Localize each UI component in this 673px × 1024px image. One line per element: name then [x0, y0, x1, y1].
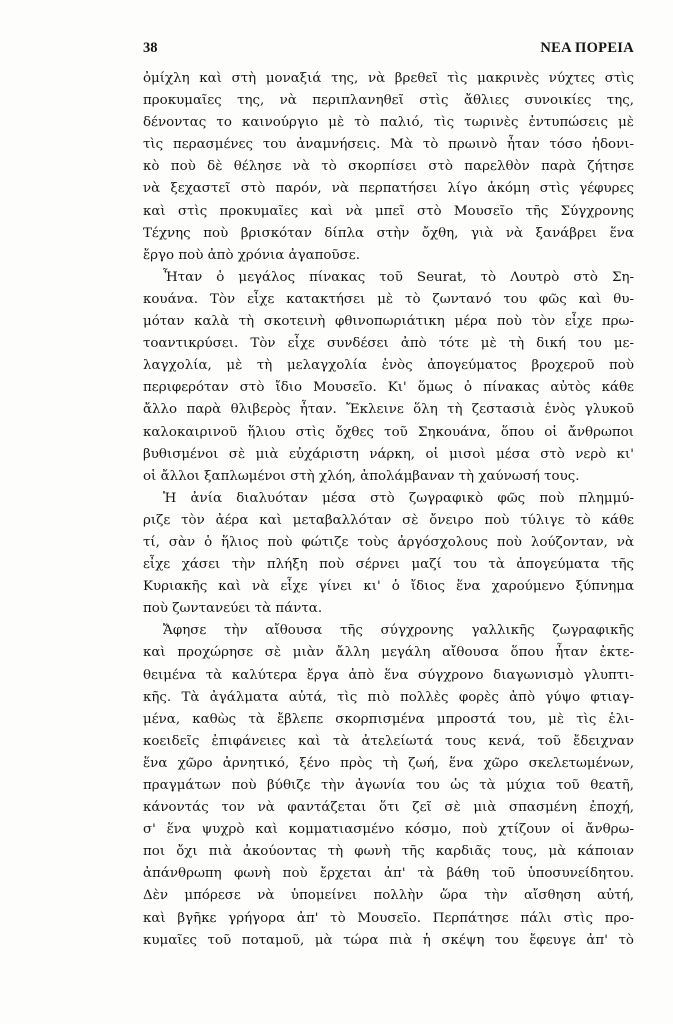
text-line: τί, σὰν ὁ ἥλιος ποὺ φώτιζε τοὺς ἀργόσχολους ποὺ λούζονταν, νὰ [143, 534, 634, 550]
text-line: Κυριακῆς καὶ νὰ εἶχε γίνει κι' ὁ ἴδιος ἕνα χαρούμενο ξύπνημα [143, 579, 634, 595]
text-line: ἕνα χῶρο ἀρνητικό, ξένο πρὸς τὴ ζωή, ἕνα χῶρο σκελετωμένων, [143, 755, 634, 771]
text-line: τοαντικρύσει. Τὸν εἶχε συνδέσει ἀπὸ τότε μὲ τὴ δική του με- [143, 336, 634, 352]
text-line: ποὺ ζωντανεύει τὰ πάντα. [143, 601, 323, 617]
text-line: κουάνα. Τὸν εἶχε κατακτήσει μὲ τὸ ζωντανό του φῶς καὶ θυ- [143, 291, 634, 307]
text-line: καὶ βγῆκε γρήγορα ἀπ' τὸ Μουσεῖο. Περπάτησε πάλι στὶς προ- [143, 910, 634, 926]
text-line: δένοντας το καινούργιο μὲ τὸ παλιό, τὶς τωρινὲς ἐντυπώσεις μὲ [143, 115, 634, 131]
page-number: 38 [143, 40, 158, 56]
text-line: κάνοντάς τον νὰ φαντάζεται ὅτι ζεῖ σὲ μιὰ σπασμένη ἐποχή, [143, 800, 634, 816]
text-line: λαγχολία, μὲ τὴ μελαγχολία ἑνὸς ἀπογεύματος βροχεροῦ ποὺ [143, 358, 634, 374]
body-text [143, 68, 634, 952]
text-line: ἄλλο παρὰ θλιβερὸς ἦταν. Ἔκλεινε ὅλη τὴ ζεστασιὰ ἑνὸς γλυκοῦ [143, 402, 634, 418]
text-line: κὸ ποὺ δὲ θέλησε νὰ τὸ σκορπίσει στὸ παρελθὸν παρὰ ζήτησε [143, 159, 634, 175]
text-line: τὶς περασμένες του ἀναμνήσεις. Μὰ τὸ πρωινὸ ἦταν τόσο ἡδονι- [143, 137, 634, 153]
text-line: κοειδεῖς ἐπιφάνειες καὶ τὰ ἀτελείωτά τους κενά, τοῦ ἔδειχναν [143, 733, 634, 749]
text-line: ἀπάνθρωπη φωνὴ ποὺ ἔρχεται ἀπ' τὰ βάθη τοῦ ὑποσυνείδητου. [143, 866, 634, 882]
text-line: πραγμάτων ποὺ βύθιζε τὴν ἀγωνία του ὡς τὰ μύχια τοῦ θεατῆ, [143, 778, 634, 793]
text-line: κυμαῖες τοῦ ποταμοῦ, μὰ τώρα πιὰ ἡ σκέψη του ἔφευγε ἀπ' τὸ [143, 932, 634, 948]
text-line: καὶ προχώρησε σὲ μιὰν ἄλλη μεγάλη αἴθουσα ὅπου ἦταν ἐκτε- [143, 645, 634, 661]
text-line: ποι ὄχι πιὰ ἀκούοντας τὴ φωνὴ τῆς καρδιᾶς τους, μὰ κάποιαν [143, 844, 634, 860]
text-line: θειμένα τὰ καλύτερα ἔργα ἀπὸ ἕνα σύγχρονο διαγωνισμὸ γλυπτι- [143, 667, 634, 683]
journal-title: ΝΕΑ ΠΟΡΕΙΑ [540, 40, 634, 56]
text-line: νὰ ξεχαστεῖ στὸ παρόν, νὰ περπατήσει λίγο ἀκόμη στὶς γέφυρες [143, 181, 634, 197]
text-line: Ἡ ἀνία διαλυόταν μέσα στὸ ζωγραφικὸ φῶς ποὺ πλημμύ- [163, 490, 634, 506]
text-line: οἱ ἄλλοι ξαπλωμένοι στὴ χλόη, ἀπολάμβαναν τὴ χαύνωσή τους. [143, 468, 580, 484]
text-line: σ' ἕνα ψυχρὸ καὶ κομματιασμένο κόσμο, ποὺ χτίζουν οἱ ἄνθρω- [143, 822, 634, 838]
text-line: μένα, καθὼς τὰ ἔβλεπε σκορπισμένα μπροστά του, μὲ τὶς ἑλι- [143, 711, 634, 727]
text-line: μόταν καλὰ τὴ σκοτεινὴ φθινοπωριάτικη μέρα ποὺ τὸν εἶχε πρω- [143, 314, 634, 330]
text-line: Ἄφησε τὴν αἴθουσα τῆς σύγχρονης γαλλικῆς ζωγραφικῆς [163, 623, 634, 639]
text-line: ἔργο ποὺ ἀπὸ χρόνια ἀγαποῦσε. [143, 247, 360, 263]
text-line: καὶ στὶς προκυμαῖες καὶ νὰ μπεῖ στὸ Μουσεῖο τῆς Σύγχρονης [143, 203, 634, 219]
text-line: εἶχε χάσει τὴν πλήξη ποὺ σέρνει μαζί του τὰ ἀπογεύματα τῆς [143, 557, 634, 573]
text-line: προκυμαῖες της, νὰ περιπλανηθεῖ στὶς ἄθλιες συνοικίες της, [143, 93, 634, 109]
text-line: Ἦταν ὁ μεγάλος πίνακας τοῦ Seurat, τὸ Λουτρὸ στὸ Ση- [163, 269, 634, 285]
text-line: βυθισμένοι σὲ μιὰ εὐχάριστη νάρκη, οἱ μισοὶ μέσα στὸ νερὸ κι' [143, 446, 634, 462]
text-line: ριζε τὸν ἀέρα καὶ μεταβαλλόταν σὲ ὄνειρο ποὺ τύλιγε τὸ κάθε [143, 512, 634, 528]
text-line: περιφερόταν στὸ ἴδιο Μουσεῖο. Κι' ὅμως ὁ πίνακας αὐτὸς κάθε [143, 380, 634, 396]
text-line: καλοκαιρινοῦ ἥλιου στὶς ὄχθες τοῦ Σηκουάνα, ὅπου οἱ ἄνθρωποι [143, 424, 634, 440]
text-line: Τέχνης ποὺ βρισκόταν δίπλα στὴν ὄχθη, γιὰ νὰ ξανάβρει ἕνα [143, 225, 634, 241]
text-line: κῆς. Τὰ ἀγάλματα αὐτά, τὶς πιὸ πολλὲς φορὲς ἀπὸ γύψο φτιαγ- [143, 689, 634, 705]
text-line: ὀμίχλη καὶ στὴ μοναξιά της, νὰ βρεθεῖ τὶς μακρινὲς νύχτες στὶς [143, 71, 634, 86]
text-line: Δὲν μπόρεσε νὰ ὑπομείνει πολλὴν ὥρα τὴν αἴσθηση αὐτή, [143, 888, 634, 904]
running-head [143, 40, 634, 60]
